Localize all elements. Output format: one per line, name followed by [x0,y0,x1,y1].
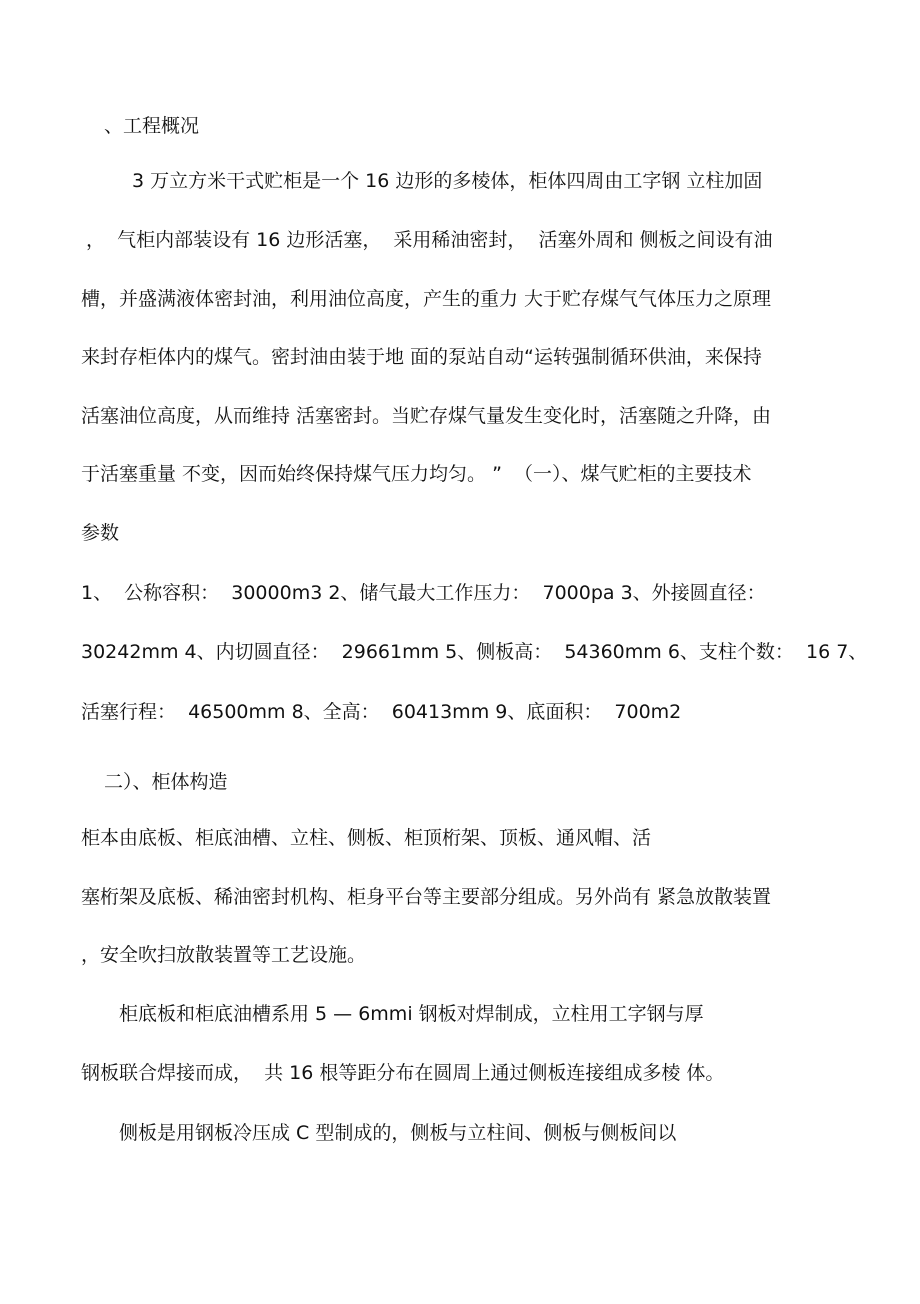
section-heading-overview: 、工程概况 [104,115,200,137]
paragraph-line: 侧板是用钢板冷压成 C 型制成的，侧板与立柱间、侧板与侧板间以 [119,1122,677,1144]
paragraph-line: 参数 [81,522,120,544]
parameter-line: 30242mm 4、内切圆直径： 29661mm 5、侧板高： 54360mm 6、支柱个数： 16 7、 [81,641,868,663]
paragraph-line: ， 气柜内部装设有 16 边形活塞， 采用稀油密封， 活塞外周和 侧板之间设有油 [86,229,773,251]
paragraph-line: 来封存柜体内的煤气。密封油由装于地 面的泵站自动“运转强制循环供油，来保持 [81,346,762,368]
paragraph-line: 槽，并盛满液体密封油，利用油位高度，产生的重力 大于贮存煤气气体压力之原理 [81,288,772,310]
paragraph-line: 于活塞重量 不变，因而始终保持煤气压力均匀。 ” （一）、煤气贮柜的主要技术 [81,463,752,485]
paragraph-line: 塞桁架及底板、稀油密封机构、柜身平台等主要部分组成。另外尚有 紧急放散装置 [81,886,772,908]
paragraph-line: 柜本由底板、柜底油槽、立柱、侧板、柜顶桁架、顶板、通风帽、活 [81,827,652,849]
paragraph-line: 钢板联合焊接而成， 共 16 根等距分布在圆周上通过侧板连接组成多棱 体。 [81,1062,725,1084]
paragraph-line: ，安全吹扫放散装置等工艺设施。 [81,944,367,966]
parameter-line: 1、 公称容积： 30000m3 2、储气最大工作压力： 7000pa 3、外接圆直径： [81,582,766,604]
section-heading-structure: 二）、柜体构造 [104,771,228,793]
paragraph-line: 活塞油位高度，从而维持 活塞密封。当贮存煤气量发生变化时，活塞随之升降，由 [81,405,772,427]
paragraph-line: 3 万立方米干式贮柜是一个 16 边形的多棱体，柜体四周由工字钢 立柱加固 [132,170,763,192]
parameter-line: 活塞行程： 46500mm 8、全高： 60413mm 9、底面积： 700m2 [81,701,682,723]
paragraph-line: 柜底板和柜底油槽系用 5 — 6mmi 钢板对焊制成，立柱用工字钢与厚 [119,1003,704,1025]
